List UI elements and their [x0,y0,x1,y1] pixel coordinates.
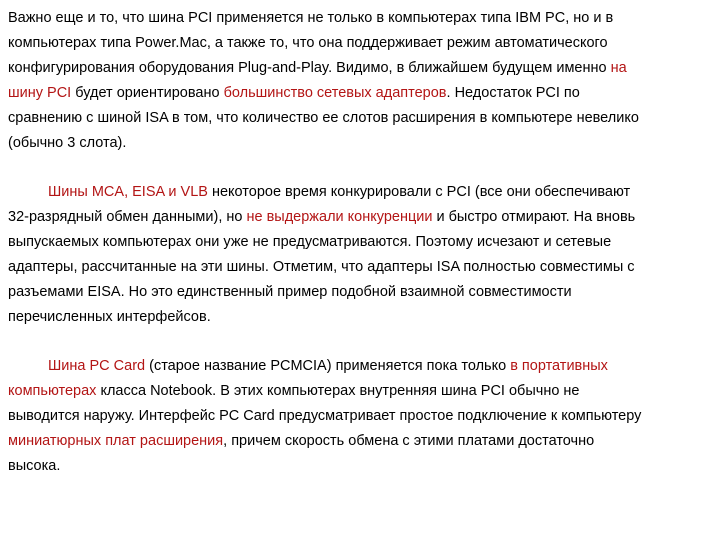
text-line [8,257,635,277]
text-line [8,307,211,327]
text-line [8,108,639,128]
highlighted-text: большинство сетевых адаптеров [223,85,447,101]
text-run: разъемами EISA. Но это единственный пример подобной взаимной совместимости [8,284,572,300]
text-run: адаптеры, рассчитанные на эти шины. Отметим, что адаптеры ISA полностью совместимы с [8,259,635,275]
highlighted-text: компьютерах [8,383,97,399]
highlighted-text: миниатюрных плат расширения [8,433,224,449]
text-run: класса Notebook. В этих компьютерах внутренняя шина PCI обычно не [96,383,580,399]
text-run: (старое название PCMCIA) применяется пока только [145,358,511,374]
text-line [8,381,580,401]
text-line [8,456,60,476]
text-run: . Недостаток PCI по [446,85,580,101]
text-run: , причем скорость обмена с этими платами достаточно [223,433,595,449]
highlighted-text: на [610,60,627,76]
text-run: некоторое время конкурировали с PCI (все они обеспечивают [207,184,631,200]
text-line [48,182,630,202]
text-line [8,58,627,78]
text-run: конфигурирования оборудования Plug-and-Play. Видимо, в ближайшем будущем именно [8,60,611,76]
text-run: Важно еще и то, что шина PCI применяется не только в компьютерах типа IBM PC, но и в [8,10,614,26]
text-run: сравнению с шиной ISA в том, что количество ее слотов расширения в компьютере невелико [8,110,639,126]
text-line [8,83,580,103]
text-run: и быстро отмирают. На вновь [432,209,636,225]
text-line [8,33,608,53]
text-line [8,8,613,28]
text-run: перечисленных интерфейсов. [8,309,211,325]
text-run: 32-разрядный обмен данными), но [8,209,247,225]
text-run: (обычно 3 слота). [8,135,127,151]
text-run: высока. [8,458,61,474]
text-line [8,282,572,302]
text-line [8,431,594,451]
text-run: компьютерах типа Power.Mac, а также то, что она поддерживает режим автоматического [8,35,608,51]
highlighted-text: в портативных [510,358,608,374]
highlighted-text: шину PCI [8,85,72,101]
text-line [8,232,611,252]
highlighted-text: Шины MCA, EISA и VLB [48,184,208,200]
highlighted-text: не выдержали конкуренции [246,209,433,225]
highlighted-text: Шина PC Card [48,358,146,374]
text-run: выпускаемых компьютерах они уже не предусматриваются. Поэтому исчезают и сетевые [8,234,612,250]
text-line [8,406,641,426]
text-line [8,133,126,153]
text-line [48,356,608,376]
text-run: будет ориентировано [71,85,224,101]
text-run: выводится наружу. Интерфейс PC Card предусматривает простое подключение к компьютеру [8,408,642,424]
text-line [8,207,635,227]
